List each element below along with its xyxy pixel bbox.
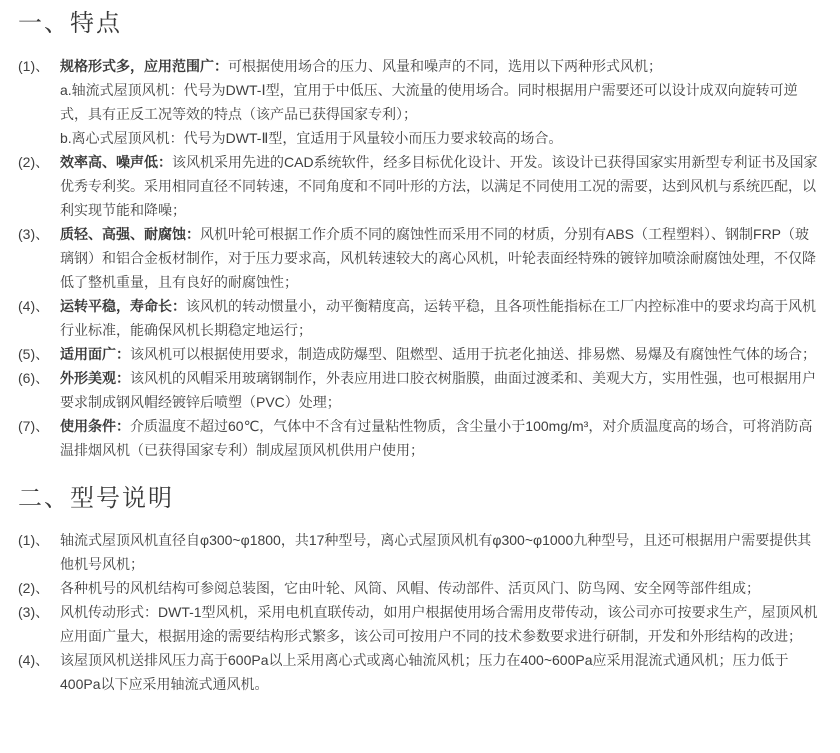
item-body: 该屋顶风机送排风压力高于600Pa以上采用离心式或离心轴流风机；压力在400~600Pa应采用混流式通风机；压力低于400Pa以下应采用轴流式通风机。 — [60, 652, 789, 692]
item-number: (3)、 — [18, 604, 50, 620]
item-lead: 质轻、高强、耐腐蚀： — [60, 226, 200, 242]
item-lead: 规格形式多，应用范围广： — [60, 58, 228, 74]
item-text — [60, 54, 820, 150]
item-body: 风机传动形式：DWT-1型风机，采用电机直联传动，如用户根据使用场合需用皮带传动，该公司亦可按要求生产，屋顶风机应用面广量大，根据用途的需要结构形式繁多，该公司可按用户不同的技术参数要求进行研制，开发和外形结构的改进； — [60, 604, 818, 644]
item-lead: 效率高、噪声低： — [60, 154, 172, 170]
item-text — [60, 528, 820, 576]
item-text — [60, 648, 820, 696]
model-list — [18, 528, 820, 696]
list-item — [18, 600, 820, 648]
item-lead: 运转平稳，寿命长： — [60, 298, 186, 314]
item-text — [60, 222, 820, 294]
item-lead: 适用面广： — [60, 346, 130, 362]
section-heading-features: 一、特点 — [18, 10, 122, 37]
features-list — [18, 54, 820, 462]
item-text — [60, 366, 820, 414]
item-body: 风机叶轮可根据工作介质不同的腐蚀性而采用不同的材质，分别有ABS（工程塑料）、钢制FRP（玻璃钢）和铝合金板材制作，对于压力要求高，风机转速较大的离心风机，叶轮表面经特殊的镀锌加喷涂耐腐蚀处理，不仅降低了整机重量，且有良好的耐腐蚀性； — [60, 226, 816, 290]
item-number: (1)、 — [18, 532, 50, 548]
item-number: (2)、 — [18, 580, 50, 596]
item-number: (1)、 — [18, 58, 50, 74]
item-lead: 使用条件： — [60, 418, 130, 434]
list-item — [18, 342, 820, 366]
item-text — [60, 414, 820, 462]
item-body: 该风机的转动惯量小，动平衡精度高，运转平稳，且各项性能指标在工厂内控标准中的要求均高于风机行业标准，能确保风机长期稳定地运行； — [60, 298, 816, 338]
item-number: (3)、 — [18, 226, 50, 242]
item-number: (2)、 — [18, 154, 50, 170]
item-body: 该风机的风帽采用玻璃钢制作，外表应用进口胶衣树脂膜，曲面过渡柔和、美观大方，实用性强，也可根据用户要求制成钢风帽经镀锌后喷塑（PVC）处理； — [60, 370, 816, 410]
item-body: 各种机号的风机结构可参阅总装图，它由叶轮、风筒、风帽、传动部件、活页风门、防鸟网、安全网等部件组成； — [60, 580, 760, 596]
section-heading-model: 二、型号说明 — [18, 485, 174, 512]
item-body: 可根据使用场合的压力、风量和噪声的不同，选用以下两种形式风机； — [228, 58, 662, 74]
item-body: 该风机采用先进的CAD系统软件，经多目标优化设计、开发。该设计已获得国家实用新型专利证书及国家优秀专利奖。采用相同直径不同转速，不同角度和不同叶形的方法，以满足不同使用工况的需要，达到风机与系统匹配，以利实现节能和降噪； — [60, 154, 818, 218]
item-text — [60, 576, 820, 600]
list-item — [18, 54, 820, 150]
item-number: (7)、 — [18, 418, 50, 434]
list-item — [18, 576, 820, 600]
list-item — [18, 528, 820, 576]
item-number: (4)、 — [18, 298, 50, 314]
section-model-description — [18, 483, 820, 696]
item-number: (6)、 — [18, 370, 50, 386]
item-text — [60, 600, 820, 648]
list-item — [18, 294, 820, 342]
item-subitem-a: a.轴流式屋顶风机：代号为DWT-Ⅰ型，宜用于中低压、大流量的使用场合。同时根据用户需要还可以设计成双向旋转可逆式，具有正反工况等效的特点（该产品已获得国家专利）； — [60, 82, 798, 122]
item-body: 该风机可以根据使用要求，制造成防爆型、阻燃型、适用于抗老化抽送、排易燃、易爆及有腐蚀性气体的场合； — [130, 346, 816, 362]
list-item — [18, 150, 820, 222]
item-text — [60, 150, 820, 222]
list-item — [18, 648, 820, 696]
item-lead: 外形美观： — [60, 370, 130, 386]
item-body: 轴流式屋顶风机直径自φ300~φ1800，共17种型号，离心式屋顶风机有φ300~φ1000九种型号，且还可根据用户需要提供其他机号风机； — [60, 532, 812, 572]
list-item — [18, 222, 820, 294]
item-subitem-b: b.离心式屋顶风机：代号为DWT-Ⅱ型，宜适用于风量较小而压力要求较高的场合。 — [60, 130, 563, 146]
item-text — [60, 342, 820, 366]
item-number: (5)、 — [18, 346, 50, 362]
item-number: (4)、 — [18, 652, 50, 668]
item-body: 介质温度不超过60℃，气体中不含有过量粘性物质，含尘量小于100mg/m³，对介质温度高的场合，可将消防高温排烟风机（已获得国家专利）制成屋顶风机供用户使用； — [60, 418, 813, 458]
section-features — [18, 8, 820, 462]
item-text — [60, 294, 820, 342]
list-item — [18, 414, 820, 462]
list-item — [18, 366, 820, 414]
